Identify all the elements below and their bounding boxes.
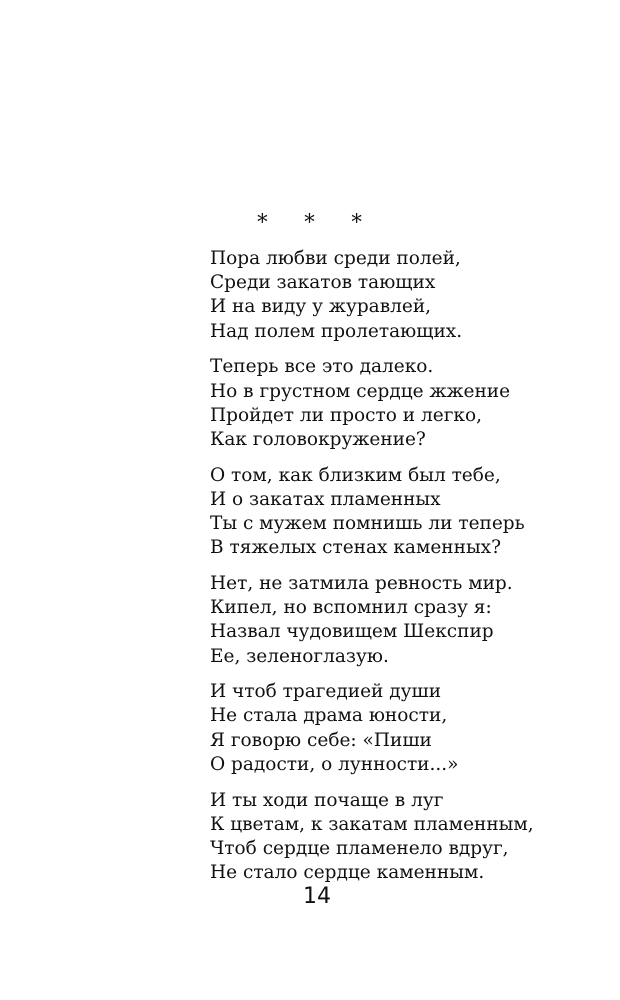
poem-line: Пройдет ли просто и легко, xyxy=(210,404,482,426)
stanza xyxy=(210,247,610,344)
poem-line: Ты с мужем помнишь ли теперь xyxy=(210,513,525,535)
stanza xyxy=(210,355,610,452)
stanza xyxy=(210,789,610,886)
poem-line: Но в грустном сердце жжение xyxy=(210,380,511,402)
poem-line: Я говорю себе: «Пиши xyxy=(210,729,432,751)
poem-line: Как головокружение? xyxy=(210,428,426,450)
stanza xyxy=(210,464,610,561)
poem-line: Пора любви среди полей, xyxy=(210,248,461,269)
poem-line: И чтоб трагедией души xyxy=(210,681,442,703)
poem-line: Не стало сердце каменным. xyxy=(210,862,485,884)
poem-line: В тяжелых стенах каменных? xyxy=(210,537,502,559)
poem-line: К цветам, к закатам пламенным, xyxy=(210,813,534,835)
poem-line: Среди закатов тающих xyxy=(210,272,436,294)
poem-line: Назвал чудовищем Шекспир xyxy=(210,621,494,643)
poem xyxy=(210,247,610,897)
poem-line: И на виду у журавлей, xyxy=(210,296,432,318)
poem-line: Нет, не затмила ревность мир. xyxy=(210,572,513,594)
poem-line: Не стала драма юности, xyxy=(210,705,448,727)
stanza xyxy=(210,680,610,777)
poem-line: И ты ходи почаще в луг xyxy=(210,789,444,811)
poem-line: Над полем пролетающих. xyxy=(210,320,463,342)
poem-line: Чтоб сердце пламенело вдруг, xyxy=(210,837,509,859)
page-number: 14 xyxy=(303,884,331,909)
poem-line: О радости, о лунности...» xyxy=(210,753,459,775)
poem-line: Ее, зеленоглазую. xyxy=(210,645,389,667)
stanza xyxy=(210,572,610,669)
poem-line: И о закатах пламенных xyxy=(210,488,441,510)
poem-line: Кипел, но вспомнил сразу я: xyxy=(210,597,492,619)
poem-line: О том, как близким был тебе, xyxy=(210,464,501,486)
poem-line: Теперь все это далеко. xyxy=(210,356,434,378)
section-separator: * * * xyxy=(257,210,377,234)
